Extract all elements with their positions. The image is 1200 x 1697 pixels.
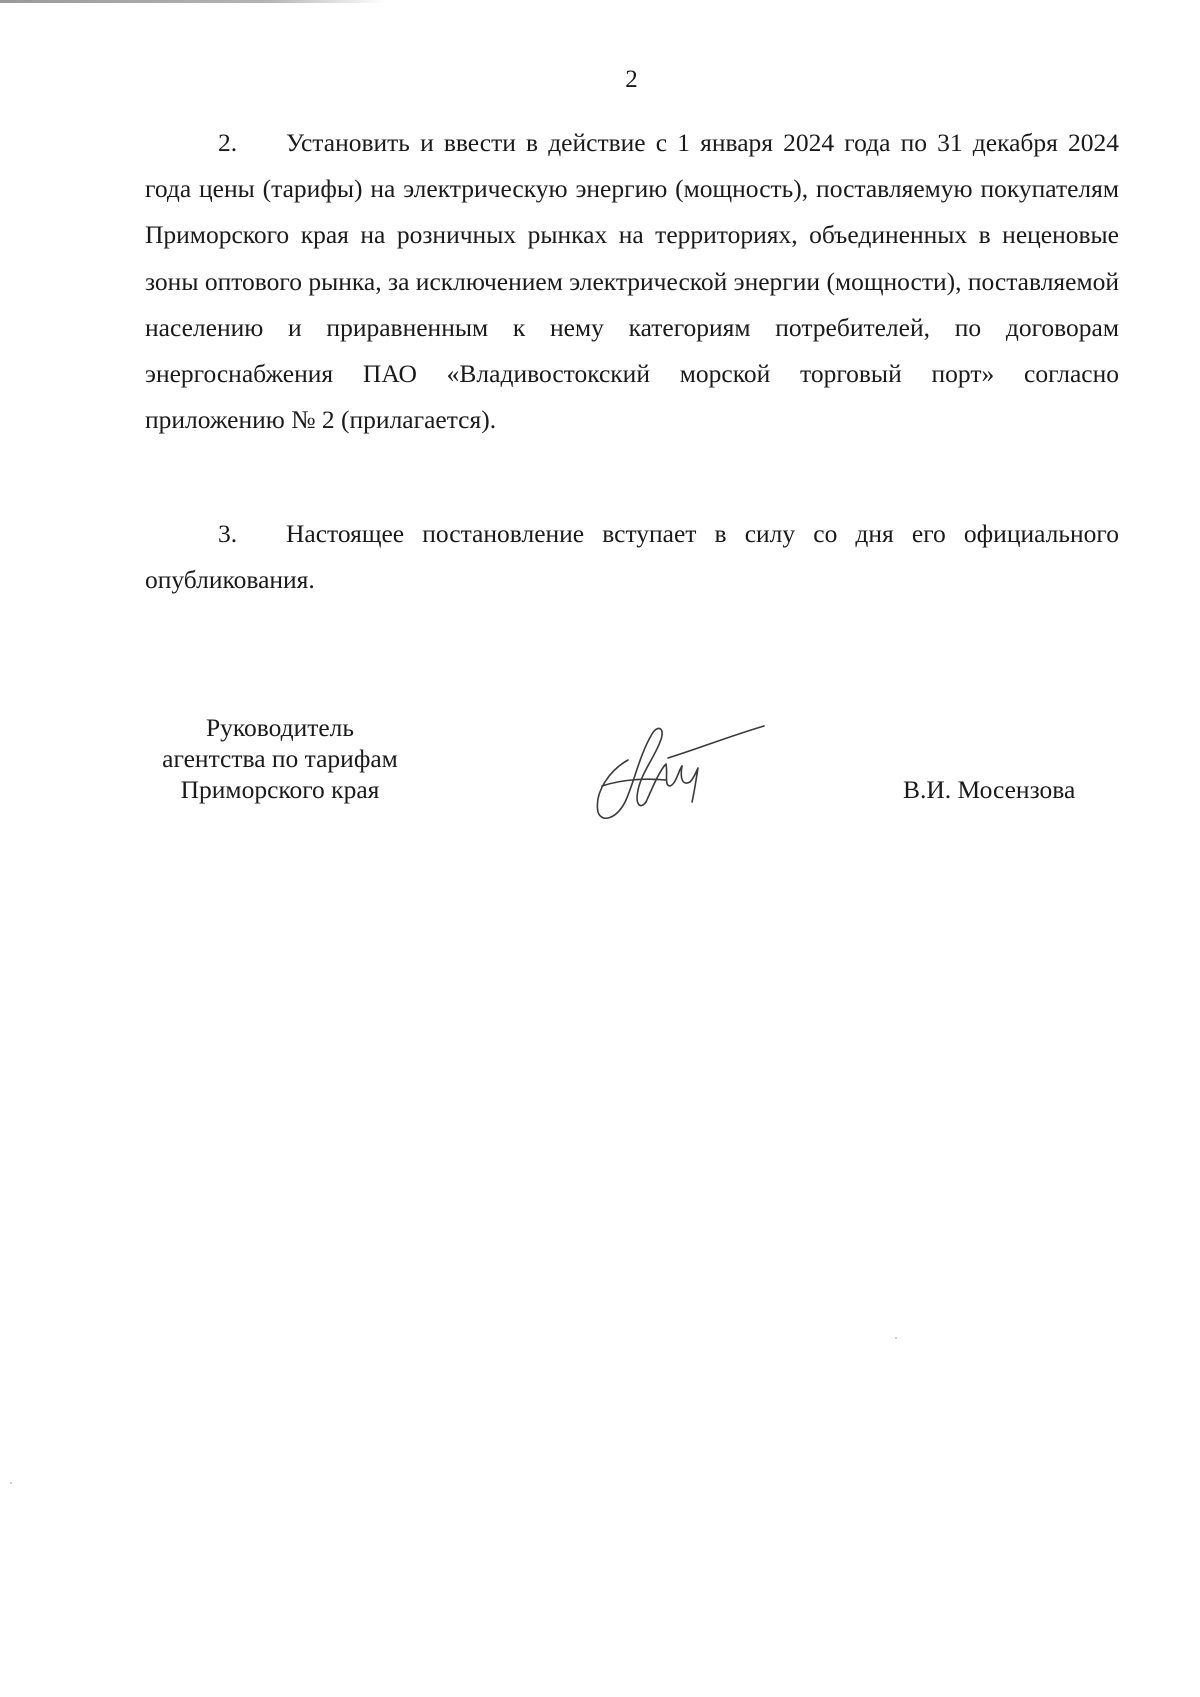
paragraph-2-number: 2. [218,128,238,157]
paragraph-2 [145,120,1119,443]
handwritten-signature [580,720,780,830]
signer-name: В.И. Мосензова [903,775,1076,804]
signer-position [130,712,430,805]
paragraph-3 [145,511,1119,603]
signer-position-line-1: Руководитель [205,713,355,742]
scan-speck [895,1337,897,1339]
paragraph-2-text: Установить и ввести в действие с 1 января 2024 года по 31 декабря 2024 года цены (тарифы) на электрическую энергию (мощность), поставляемую покупателям Приморского края на розничных рынках на территориях, объединенных в неценовые зоны оптового рынка, за исключением электрической энергии (мощности), поставляемой населению и приравненным к нему категориям потребителей, по договорам энергоснабжения ПАО «Владивостокский морской торговый порт» согласно приложению № 2 (прилагается). [145,128,1119,435]
page-number: 2 [625,66,638,93]
paragraph-3-number: 3. [218,519,238,548]
scan-edge-mark [0,0,385,3]
signer-position-line-2: агентства по тарифам [162,744,398,773]
scan-speck [10,1482,12,1484]
signer-position-line-3: Приморского края [180,775,380,804]
paragraph-3-text: Настоящее постановление вступает в силу со дня его официального опубликования. [145,519,1119,595]
